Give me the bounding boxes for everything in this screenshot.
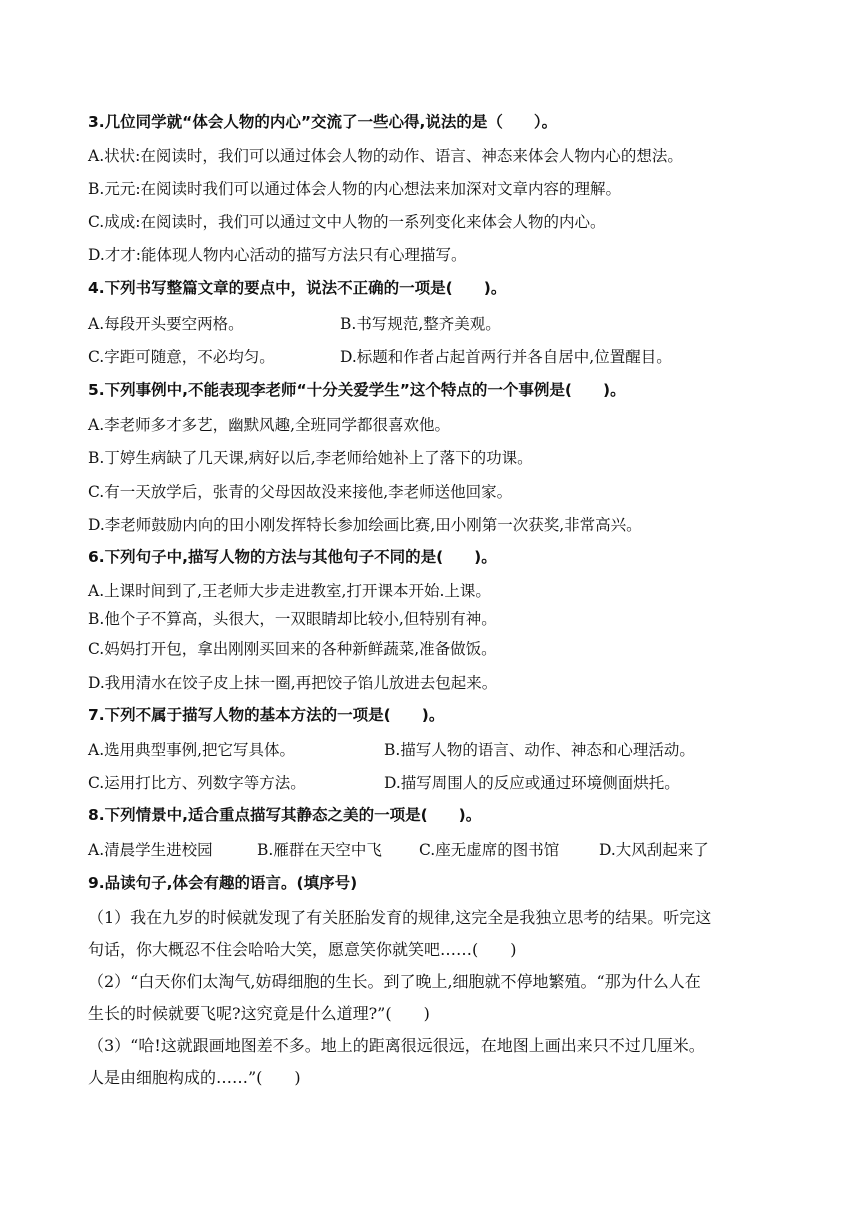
question-7-option-a: A.选用典型事例,把它写具体。 [88,741,296,759]
question-3-option-c: C.成成:在阅读时，我们可以通过文中人物的一系列变化来体会人物的内心。 [88,213,606,231]
question-5-title: 5.下列事例中,不能表现李老师“十分关爱学生”这个特点的一个事例是( )。 [88,381,626,399]
question-4-row-1 [88,312,788,336]
question-9-sentence-2-line-1: （2）“白天你们太淘气,妨碍细胞的生长。到了晚上,细胞就不停地繁殖。“那为什么人在 [88,972,701,991]
question-7-option-c: C.运用打比方、列数字等方法。 [88,774,306,792]
question-9-sentence-3-line-1: （3）“哈!这就跟画地图差不多。地上的距离很远很远，在地图上画出来只不过几厘米。 [88,1036,705,1055]
question-5-option-c: C.有一天放学后，张青的父母因故没来接他,李老师送他回家。 [88,483,513,501]
question-9-sentence-1-line-1: （1）我在九岁的时候就发现了有关胚胎发育的规律,这完全是我独立思考的结果。听完这 [88,908,712,927]
question-7-option-d: D.描写周围人的反应或通过环境侧面烘托。 [384,774,680,792]
question-4-option-b: B.书写规范,整齐美观。 [340,315,501,333]
question-5-option-d: D.李老师鼓励内向的田小刚发挥特长参加绘画比赛,田小刚第一次获奖,非常高兴。 [88,516,642,534]
question-9-title: 9.品读句子,体会有趣的语言。(填序号) [88,874,358,892]
question-8-option-a: A.清晨学生进校园 [88,841,213,859]
question-4-title: 4.下列书写整篇文章的要点中，说法不正确的一项是( )。 [88,279,507,297]
question-9-sentence-2-line-2: 生长的时候就要飞呢?这究竟是什么道理?”( ) [88,1004,430,1023]
question-6-option-b: B.他个子不算高，头很大，一双眼睛却比较小,但特别有神。 [88,610,497,628]
question-5-option-b: B.丁婷生病缺了几天课,病好以后,李老师给她补上了落下的功课。 [88,449,533,467]
question-6-option-a: A.上课时间到了,王老师大步走进教室,打开课本开始.上课。 [88,582,491,600]
question-8-option-c: C.座无虚席的图书馆 [419,841,560,859]
question-7-row-2 [88,771,788,795]
question-4-option-a: A.每段开头要空两格。 [88,315,244,333]
question-7-title: 7.下列不属于描写人物的基本方法的一项是( )。 [88,706,445,724]
question-3-option-b: B.元元:在阅读时我们可以通过体会人物的内心想法来加深对文章内容的理解。 [88,180,622,198]
question-7-row-1 [88,738,788,762]
question-5-option-a: A.李老师多才多艺，幽默风趣,全班同学都很喜欢他。 [88,416,451,434]
question-9-sentence-3-line-2: 人是由细胞构成的……”( ) [88,1068,301,1087]
question-3-option-a: A.状状:在阅读时，我们可以通过体会人物的动作、语言、神态来体会人物内心的想法。 [88,147,683,165]
question-6-option-c: C.妈妈打开包，拿出刚刚买回来的各种新鲜蔬菜,准备做饭。 [88,640,497,658]
question-8-title: 8.下列情景中,适合重点描写其静态之美的一项是( )。 [88,806,482,824]
question-4-option-d: D.标题和作者占起首两行并各自居中,位置醒目。 [340,348,672,366]
question-3-option-d: D.才才:能体现人物内心活动的描写方法只有心理描写。 [88,246,467,264]
question-3-title: 3.几位同学就“体会人物的内心”交流了一些心得,说法的是（ ）。 [88,113,558,131]
question-4-row-2 [88,345,788,369]
question-7-option-b: B.描写人物的语言、动作、神态和心理活动。 [384,741,695,759]
question-9-sentence-1-line-2: 句话，你大概忍不住会哈哈大笑，愿意笑你就笑吧……( ) [88,940,517,959]
question-8-option-d: D.大风刮起来了 [599,841,709,859]
question-6-option-d: D.我用清水在饺子皮上抹一圈,再把饺子馅儿放进去包起来。 [88,674,498,692]
question-6-title: 6.下列句子中,描写人物的方法与其他句子不同的是( )。 [88,548,497,566]
question-8-option-b: B.雁群在天空中飞 [257,841,382,859]
question-8-row [88,838,788,862]
question-4-option-c: C.字距可随意，不必均匀。 [88,348,275,366]
